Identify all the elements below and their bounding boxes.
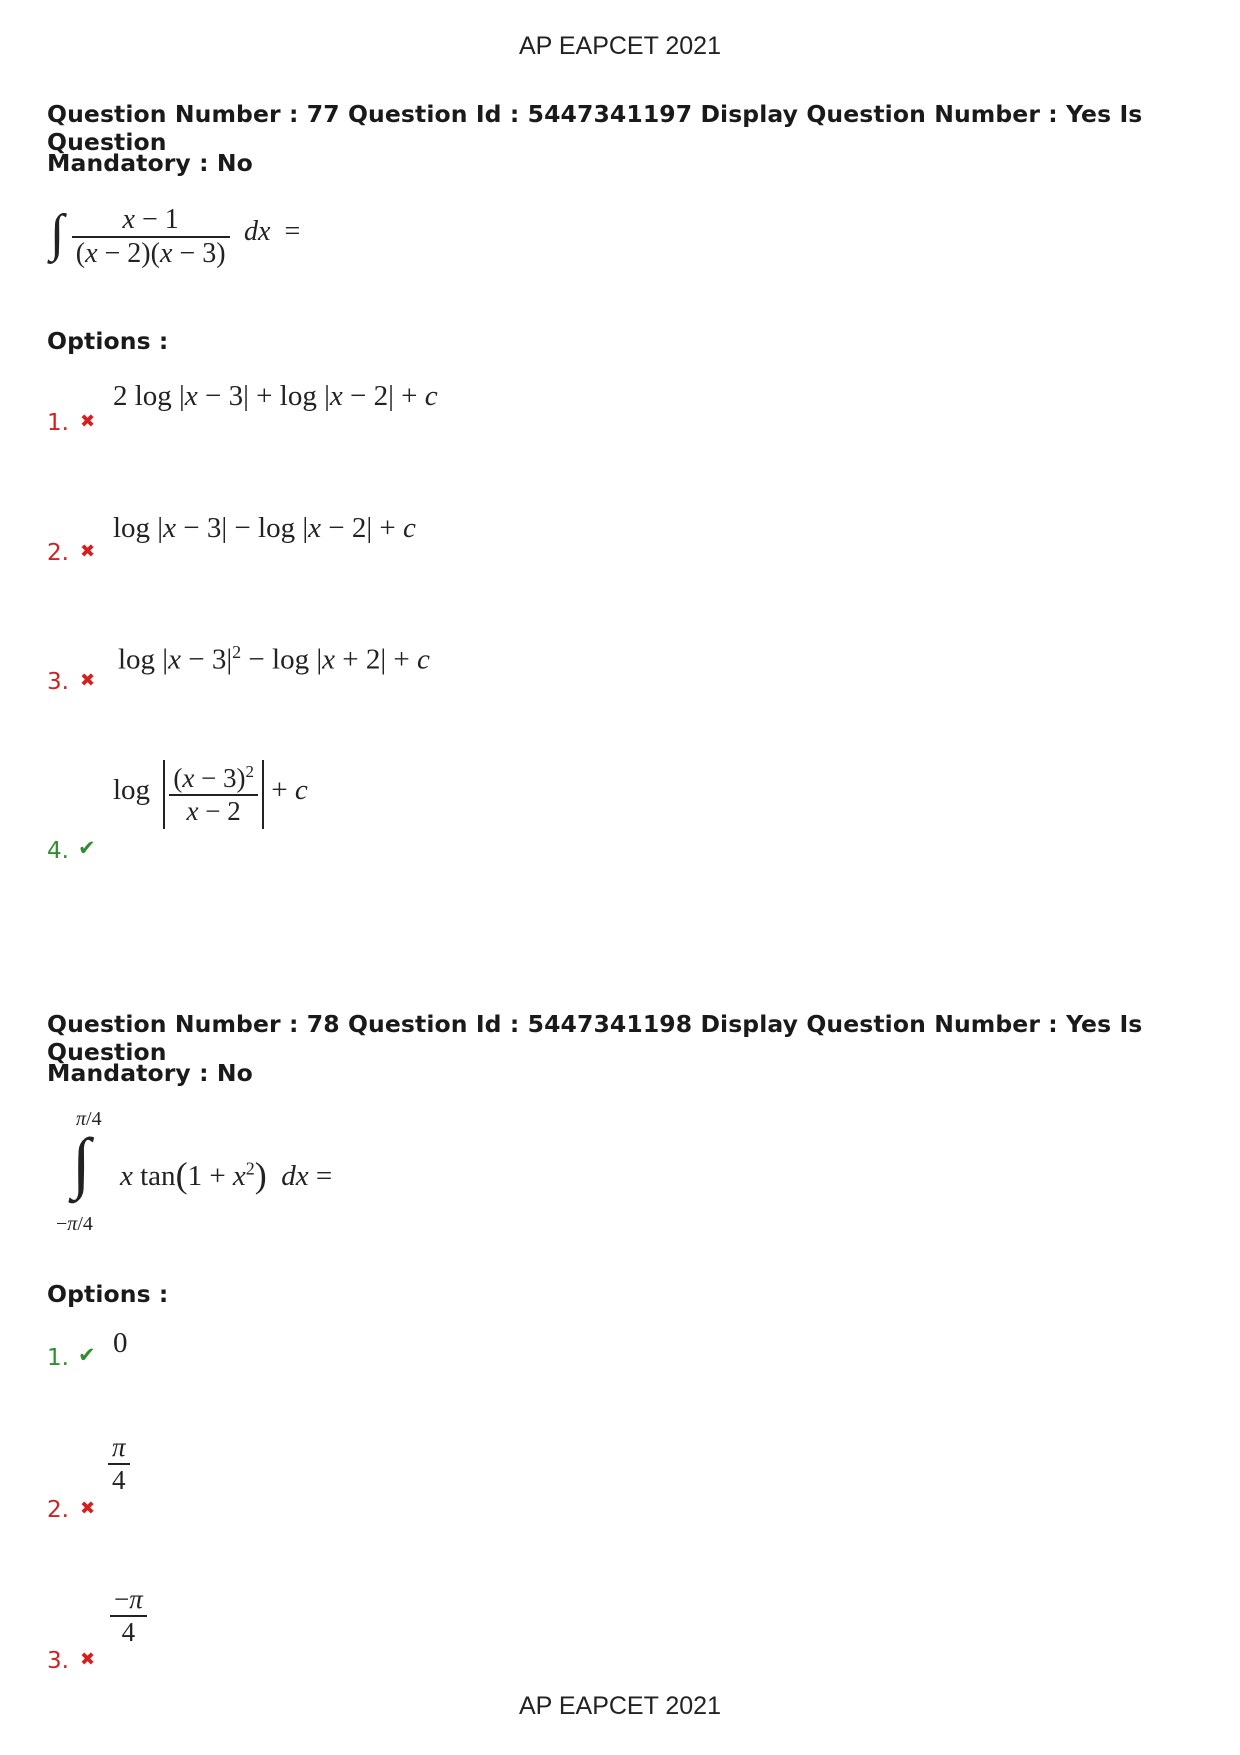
question-78-options-label: Options : [47, 1280, 169, 1308]
q77-option-2-number: 2. [47, 540, 69, 566]
page-header: AP EAPCET 2021 [519, 32, 721, 60]
q77-option-4-number: 4. [47, 838, 69, 864]
q77-option-3-formula[interactable]: $\log |x - 3|^2 - \log |x + 2| + c$ [118, 642, 430, 676]
question-77-formula: ∫ $\frac{x - 1}{(x - 2)(x - 3)}$ dx = [50, 204, 301, 270]
q77-option-1-number: 1. [47, 410, 69, 436]
question-78-lower-limit: −π/4 [56, 1213, 93, 1235]
wrong-mark-icon: ✖ [80, 670, 96, 691]
question-78-info: Question Number : 78 Question Id : 5447341198 Display Question Number : Yes Is Question [47, 1010, 1143, 1066]
question-78-mandatory: Mandatory : No [47, 1059, 253, 1087]
check-mark-icon: ✔ [78, 1343, 96, 1367]
q77-option-2-formula[interactable]: log |x − 3| − log |x − 2| + c [113, 512, 416, 544]
q78-option-3-formula[interactable]: $\frac{-\pi}{4}$ [110, 1584, 147, 1648]
integral-sign: ∫ [72, 1124, 91, 1200]
q78-option-1-number: 1. [47, 1345, 69, 1371]
q77-option-1-formula[interactable]: 2 log |x − 3| + log |x − 2| + c [113, 380, 438, 412]
wrong-mark-icon: ✖ [80, 411, 96, 432]
question-77-options-label: Options : [47, 327, 169, 355]
wrong-mark-icon: ✖ [80, 1649, 96, 1670]
question-78-upper-limit: π/4 [76, 1108, 102, 1130]
q77-option-3-number: 3. [47, 669, 69, 695]
q78-option-2-number: 2. [47, 1497, 69, 1523]
q78-option-2-formula[interactable]: $\frac{\pi}{4}$ [108, 1432, 130, 1496]
question-77-info: Question Number : 77 Question Id : 5447341197 Display Question Number : Yes Is Question [47, 100, 1143, 156]
q78-option-3-number: 3. [47, 1648, 69, 1674]
question-78-formula: x $\tan(1 + x^2)$ dx = [120, 1155, 333, 1195]
check-mark-icon: ✔ [78, 836, 96, 860]
page-footer: AP EAPCET 2021 [519, 1692, 721, 1720]
question-77-mandatory: Mandatory : No [47, 149, 253, 177]
q78-option-1-formula[interactable]: 0 [113, 1327, 128, 1359]
wrong-mark-icon: ✖ [80, 541, 96, 562]
wrong-mark-icon: ✖ [80, 1498, 96, 1519]
q77-option-4-formula[interactable]: log $\frac{(x - 3)^2}{x - 2}$ + c [113, 760, 308, 829]
